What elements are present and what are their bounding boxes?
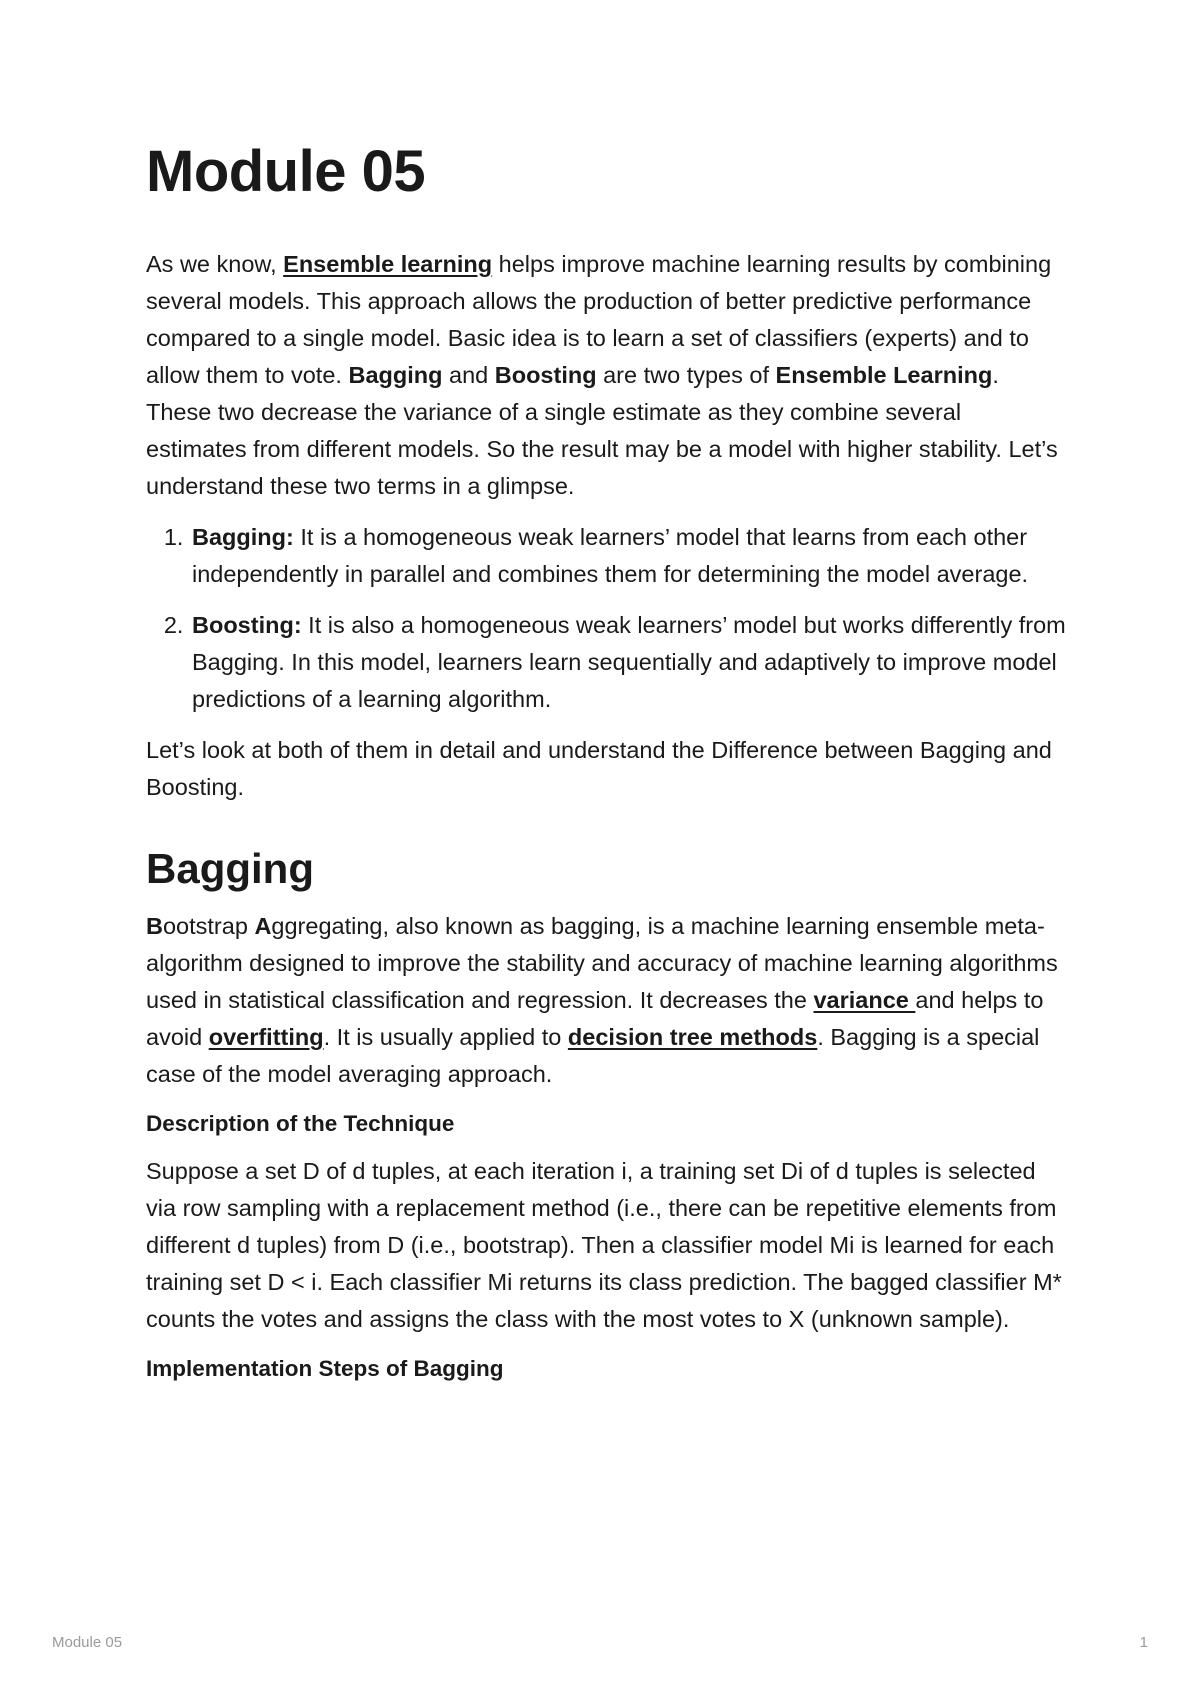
ensemble-types-list bbox=[146, 519, 1066, 718]
bagging-text-1: ootstrap bbox=[162, 912, 255, 939]
bagging-text-4: . It is usually applied to bbox=[323, 1023, 568, 1050]
document-body bbox=[146, 140, 1066, 1398]
list-item-text: It is a homogeneous weak learners’ model that learns from each other independently in parallel and combines them for determining the model average. bbox=[192, 523, 1029, 587]
footer-page-number: 1 bbox=[1139, 1634, 1148, 1651]
technique-description-heading: Description of the Technique bbox=[146, 1110, 455, 1136]
outro-paragraph: Let’s look at both of them in detail and understand the Difference between Bagging and Boosting. bbox=[146, 736, 1052, 800]
implementation-steps-heading: Implementation Steps of Bagging bbox=[146, 1355, 504, 1381]
intro-text-3: and bbox=[442, 361, 495, 388]
intro-bold-boosting: Boosting bbox=[494, 361, 597, 388]
list-item-text: It is also a homogeneous weak learners’ model but works differently from Bagging. In this model, learners learn sequentially and adaptively to improve model predictions of a learning algorithm. bbox=[192, 611, 1066, 712]
bold-a: A bbox=[254, 912, 272, 939]
ensemble-learning-link[interactable]: Ensemble learning bbox=[283, 250, 493, 277]
bold-b: B bbox=[146, 912, 163, 939]
intro-text-4: are two types of bbox=[596, 361, 776, 388]
bagging-heading: Bagging bbox=[146, 844, 314, 892]
intro-paragraph bbox=[146, 246, 1066, 505]
bagging-text-2: ggregating, also known as bagging, is a machine learning ensemble meta-algorithm designed to improve the stability and accuracy of machine learning algorithms used in statistical classification and regression. It decreases the bbox=[146, 912, 1058, 1013]
intro-bold-bagging: Bagging bbox=[348, 361, 443, 388]
variance-link[interactable]: variance bbox=[813, 986, 916, 1013]
footer-module-label: Module 05 bbox=[52, 1634, 123, 1651]
list-item bbox=[190, 519, 1066, 593]
intro-bold-ensemble: Ensemble Learning bbox=[775, 361, 993, 388]
intro-text-5: . These two decrease the variance of a single estimate as they combine several estimates from different models. So the result may be a model with higher stability. Let’s understand these two terms in a glimpse. bbox=[146, 361, 1058, 499]
overfitting-link[interactable]: overfitting bbox=[208, 1023, 324, 1050]
decision-tree-methods-link[interactable]: decision tree methods bbox=[567, 1023, 818, 1050]
list-item-term: Boosting: bbox=[192, 611, 302, 638]
intro-text-1: As we know, bbox=[146, 250, 284, 277]
list-item bbox=[190, 607, 1066, 718]
technique-description-paragraph: Suppose a set D of d tuples, at each iteration i, a training set Di of d tuples is selected via row sampling with a replacement method (i.e., there can be repetitive elements from different d tuples) from D (i.e., bootstrap). Then a classifier model Mi is learned for each training set D < i. Each classifier Mi returns its class prediction. The bagged classifier M* counts the votes and assigns the class with the most votes to X (unknown sample). bbox=[146, 1157, 1062, 1332]
bagging-definition-paragraph bbox=[146, 908, 1066, 1093]
bagging-text-3: and helps to avoid bbox=[146, 986, 1044, 1050]
bagging-text-5: . Bagging is a special case of the model averaging approach. bbox=[146, 1023, 1040, 1087]
list-item-term: Bagging: bbox=[192, 523, 294, 550]
intro-text-2: helps improve machine learning results by combining several models. This approach allows the production of better predictive performance compared to a single model. Basic idea is to learn a set of classifiers (experts) and to allow them to vote. bbox=[146, 250, 1052, 388]
page-title: Module 05 bbox=[146, 139, 426, 204]
